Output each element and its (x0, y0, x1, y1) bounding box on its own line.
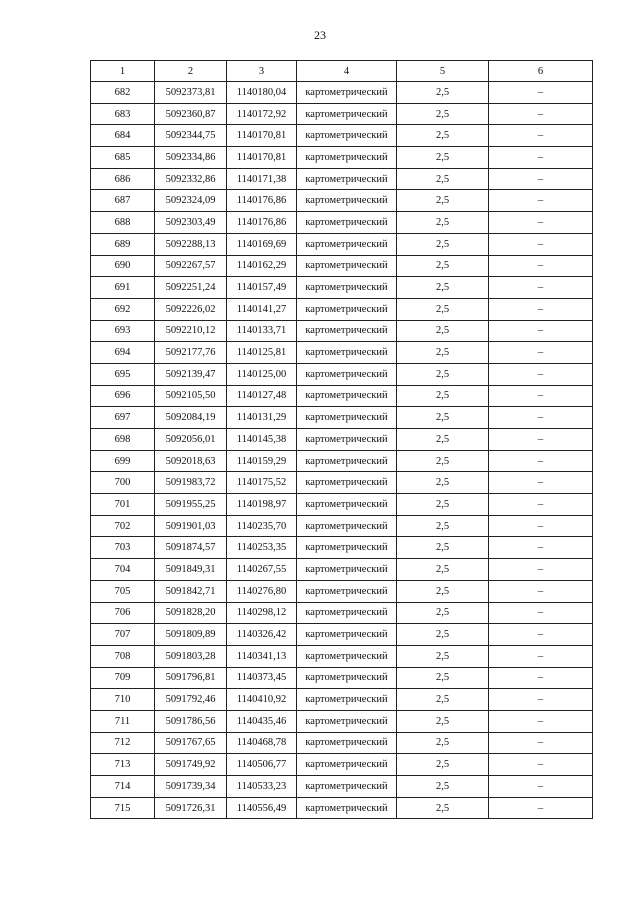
note-cell: – (489, 277, 593, 299)
method-cell: картометрический (297, 515, 397, 537)
table-row (91, 689, 593, 711)
accuracy-cell: 2,5 (397, 494, 489, 516)
y-coordinate-cell: 1140176,86 (227, 212, 297, 234)
note-cell: – (489, 233, 593, 255)
y-coordinate-cell: 1140172,92 (227, 103, 297, 125)
x-coordinate-cell: 5092251,24 (155, 277, 227, 299)
accuracy-cell: 2,5 (397, 559, 489, 581)
y-coordinate-cell: 1140373,45 (227, 667, 297, 689)
point-number-cell: 715 (91, 797, 155, 819)
x-coordinate-cell: 5091849,31 (155, 559, 227, 581)
y-coordinate-cell: 1140145,38 (227, 429, 297, 451)
accuracy-cell: 2,5 (397, 797, 489, 819)
note-cell: – (489, 298, 593, 320)
y-coordinate-cell: 1140176,86 (227, 190, 297, 212)
y-coordinate-cell: 1140170,81 (227, 125, 297, 147)
accuracy-cell: 2,5 (397, 450, 489, 472)
y-coordinate-cell: 1140180,04 (227, 82, 297, 104)
note-cell: – (489, 797, 593, 819)
table-row (91, 710, 593, 732)
point-number-cell: 709 (91, 667, 155, 689)
x-coordinate-cell: 5091767,65 (155, 732, 227, 754)
x-coordinate-cell: 5091792,46 (155, 689, 227, 711)
method-cell: картометрический (297, 103, 397, 125)
y-coordinate-cell: 1140133,71 (227, 320, 297, 342)
accuracy-cell: 2,5 (397, 732, 489, 754)
table-row (91, 82, 593, 104)
note-cell: – (489, 624, 593, 646)
method-cell: картометрический (297, 754, 397, 776)
x-coordinate-cell: 5091828,20 (155, 602, 227, 624)
y-coordinate-cell: 1140410,92 (227, 689, 297, 711)
accuracy-cell: 2,5 (397, 212, 489, 234)
note-cell: – (489, 342, 593, 364)
accuracy-cell: 2,5 (397, 407, 489, 429)
accuracy-cell: 2,5 (397, 602, 489, 624)
accuracy-cell: 2,5 (397, 754, 489, 776)
method-cell: картометрический (297, 385, 397, 407)
point-number-cell: 712 (91, 732, 155, 754)
x-coordinate-cell: 5092324,09 (155, 190, 227, 212)
method-cell: картометрический (297, 212, 397, 234)
method-cell: картометрический (297, 429, 397, 451)
table-row (91, 255, 593, 277)
x-coordinate-cell: 5092303,49 (155, 212, 227, 234)
accuracy-cell: 2,5 (397, 255, 489, 277)
note-cell: – (489, 385, 593, 407)
column-header: 5 (397, 61, 489, 82)
method-cell: картометрический (297, 298, 397, 320)
point-number-cell: 704 (91, 559, 155, 581)
point-number-cell: 699 (91, 450, 155, 472)
x-coordinate-cell: 5091803,28 (155, 645, 227, 667)
table-row (91, 125, 593, 147)
point-number-cell: 688 (91, 212, 155, 234)
point-number-cell: 690 (91, 255, 155, 277)
x-coordinate-cell: 5092056,01 (155, 429, 227, 451)
y-coordinate-cell: 1140169,69 (227, 233, 297, 255)
y-coordinate-cell: 1140253,35 (227, 537, 297, 559)
y-coordinate-cell: 1140235,70 (227, 515, 297, 537)
x-coordinate-cell: 5091749,92 (155, 754, 227, 776)
x-coordinate-cell: 5092210,12 (155, 320, 227, 342)
x-coordinate-cell: 5092177,76 (155, 342, 227, 364)
accuracy-cell: 2,5 (397, 580, 489, 602)
accuracy-cell: 2,5 (397, 776, 489, 798)
method-cell: картометрический (297, 732, 397, 754)
x-coordinate-cell: 5092360,87 (155, 103, 227, 125)
accuracy-cell: 2,5 (397, 363, 489, 385)
coordinates-table (90, 60, 593, 819)
note-cell: – (489, 472, 593, 494)
method-cell: картометрический (297, 342, 397, 364)
accuracy-cell: 2,5 (397, 320, 489, 342)
method-cell: картометрический (297, 472, 397, 494)
point-number-cell: 687 (91, 190, 155, 212)
x-coordinate-cell: 5092084,19 (155, 407, 227, 429)
x-coordinate-cell: 5092226,02 (155, 298, 227, 320)
note-cell: – (489, 689, 593, 711)
y-coordinate-cell: 1140556,49 (227, 797, 297, 819)
note-cell: – (489, 559, 593, 581)
x-coordinate-cell: 5091786,56 (155, 710, 227, 732)
method-cell: картометрический (297, 147, 397, 169)
accuracy-cell: 2,5 (397, 147, 489, 169)
x-coordinate-cell: 5092267,57 (155, 255, 227, 277)
accuracy-cell: 2,5 (397, 298, 489, 320)
table-row (91, 429, 593, 451)
table-row (91, 212, 593, 234)
note-cell: – (489, 190, 593, 212)
column-header: 2 (155, 61, 227, 82)
accuracy-cell: 2,5 (397, 645, 489, 667)
accuracy-cell: 2,5 (397, 233, 489, 255)
note-cell: – (489, 602, 593, 624)
point-number-cell: 710 (91, 689, 155, 711)
table-row (91, 472, 593, 494)
method-cell: картометрический (297, 320, 397, 342)
column-header: 4 (297, 61, 397, 82)
point-number-cell: 701 (91, 494, 155, 516)
method-cell: картометрический (297, 363, 397, 385)
point-number-cell: 689 (91, 233, 155, 255)
accuracy-cell: 2,5 (397, 385, 489, 407)
y-coordinate-cell: 1140341,13 (227, 645, 297, 667)
accuracy-cell: 2,5 (397, 342, 489, 364)
note-cell: – (489, 363, 593, 385)
y-coordinate-cell: 1140131,29 (227, 407, 297, 429)
method-cell: картометрический (297, 255, 397, 277)
table-row (91, 624, 593, 646)
table-row (91, 385, 593, 407)
accuracy-cell: 2,5 (397, 168, 489, 190)
point-number-cell: 705 (91, 580, 155, 602)
table-row (91, 320, 593, 342)
accuracy-cell: 2,5 (397, 710, 489, 732)
note-cell: – (489, 255, 593, 277)
y-coordinate-cell: 1140468,78 (227, 732, 297, 754)
method-cell: картометрический (297, 537, 397, 559)
x-coordinate-cell: 5092373,81 (155, 82, 227, 104)
table-row (91, 732, 593, 754)
method-cell: картометрический (297, 689, 397, 711)
table-row (91, 298, 593, 320)
table-row (91, 147, 593, 169)
method-cell: картометрический (297, 450, 397, 472)
note-cell: – (489, 429, 593, 451)
y-coordinate-cell: 1140298,12 (227, 602, 297, 624)
y-coordinate-cell: 1140127,48 (227, 385, 297, 407)
x-coordinate-cell: 5091809,89 (155, 624, 227, 646)
method-cell: картометрический (297, 494, 397, 516)
table-row (91, 559, 593, 581)
table-row (91, 776, 593, 798)
note-cell: – (489, 147, 593, 169)
y-coordinate-cell: 1140533,23 (227, 776, 297, 798)
accuracy-cell: 2,5 (397, 103, 489, 125)
y-coordinate-cell: 1140125,00 (227, 363, 297, 385)
x-coordinate-cell: 5091842,71 (155, 580, 227, 602)
table-row (91, 103, 593, 125)
y-coordinate-cell: 1140175,52 (227, 472, 297, 494)
point-number-cell: 691 (91, 277, 155, 299)
point-number-cell: 696 (91, 385, 155, 407)
table-row (91, 450, 593, 472)
table-row (91, 537, 593, 559)
y-coordinate-cell: 1140141,27 (227, 298, 297, 320)
point-number-cell: 700 (91, 472, 155, 494)
x-coordinate-cell: 5092139,47 (155, 363, 227, 385)
x-coordinate-cell: 5091726,31 (155, 797, 227, 819)
y-coordinate-cell: 1140171,38 (227, 168, 297, 190)
point-number-cell: 714 (91, 776, 155, 798)
point-number-cell: 707 (91, 624, 155, 646)
table-row (91, 797, 593, 819)
accuracy-cell: 2,5 (397, 277, 489, 299)
table-row (91, 277, 593, 299)
note-cell: – (489, 212, 593, 234)
x-coordinate-cell: 5091983,72 (155, 472, 227, 494)
note-cell: – (489, 168, 593, 190)
y-coordinate-cell: 1140267,55 (227, 559, 297, 581)
y-coordinate-cell: 1140162,29 (227, 255, 297, 277)
x-coordinate-cell: 5092018,63 (155, 450, 227, 472)
method-cell: картометрический (297, 277, 397, 299)
point-number-cell: 695 (91, 363, 155, 385)
point-number-cell: 684 (91, 125, 155, 147)
x-coordinate-cell: 5092332,86 (155, 168, 227, 190)
column-header: 1 (91, 61, 155, 82)
y-coordinate-cell: 1140326,42 (227, 624, 297, 646)
table-header-row (91, 61, 593, 82)
note-cell: – (489, 320, 593, 342)
y-coordinate-cell: 1140198,97 (227, 494, 297, 516)
point-number-cell: 682 (91, 82, 155, 104)
accuracy-cell: 2,5 (397, 537, 489, 559)
y-coordinate-cell: 1140435,46 (227, 710, 297, 732)
point-number-cell: 686 (91, 168, 155, 190)
table-row (91, 407, 593, 429)
method-cell: картометрический (297, 580, 397, 602)
method-cell: картометрический (297, 797, 397, 819)
point-number-cell: 711 (91, 710, 155, 732)
point-number-cell: 694 (91, 342, 155, 364)
accuracy-cell: 2,5 (397, 429, 489, 451)
accuracy-cell: 2,5 (397, 624, 489, 646)
table-row (91, 363, 593, 385)
accuracy-cell: 2,5 (397, 472, 489, 494)
accuracy-cell: 2,5 (397, 689, 489, 711)
y-coordinate-cell: 1140170,81 (227, 147, 297, 169)
y-coordinate-cell: 1140125,81 (227, 342, 297, 364)
point-number-cell: 685 (91, 147, 155, 169)
method-cell: картометрический (297, 602, 397, 624)
column-header: 6 (489, 61, 593, 82)
table-row (91, 667, 593, 689)
accuracy-cell: 2,5 (397, 125, 489, 147)
table-row (91, 754, 593, 776)
x-coordinate-cell: 5091796,81 (155, 667, 227, 689)
x-coordinate-cell: 5092288,13 (155, 233, 227, 255)
method-cell: картометрический (297, 624, 397, 646)
x-coordinate-cell: 5092105,50 (155, 385, 227, 407)
x-coordinate-cell: 5091955,25 (155, 494, 227, 516)
x-coordinate-cell: 5091739,34 (155, 776, 227, 798)
accuracy-cell: 2,5 (397, 190, 489, 212)
y-coordinate-cell: 1140506,77 (227, 754, 297, 776)
x-coordinate-cell: 5092344,75 (155, 125, 227, 147)
y-coordinate-cell: 1140157,49 (227, 277, 297, 299)
accuracy-cell: 2,5 (397, 515, 489, 537)
x-coordinate-cell: 5091874,57 (155, 537, 227, 559)
note-cell: – (489, 407, 593, 429)
note-cell: – (489, 82, 593, 104)
note-cell: – (489, 103, 593, 125)
accuracy-cell: 2,5 (397, 667, 489, 689)
table-row (91, 342, 593, 364)
point-number-cell: 702 (91, 515, 155, 537)
accuracy-cell: 2,5 (397, 82, 489, 104)
y-coordinate-cell: 1140159,29 (227, 450, 297, 472)
point-number-cell: 706 (91, 602, 155, 624)
point-number-cell: 698 (91, 429, 155, 451)
page-number: 23 (314, 28, 326, 42)
method-cell: картометрический (297, 125, 397, 147)
note-cell: – (489, 515, 593, 537)
method-cell: картометрический (297, 645, 397, 667)
y-coordinate-cell: 1140276,80 (227, 580, 297, 602)
column-header: 3 (227, 61, 297, 82)
method-cell: картометрический (297, 559, 397, 581)
point-number-cell: 708 (91, 645, 155, 667)
method-cell: картометрический (297, 667, 397, 689)
table-row (91, 580, 593, 602)
table-row (91, 168, 593, 190)
point-number-cell: 692 (91, 298, 155, 320)
method-cell: картометрический (297, 190, 397, 212)
method-cell: картометрический (297, 710, 397, 732)
note-cell: – (489, 494, 593, 516)
point-number-cell: 683 (91, 103, 155, 125)
note-cell: – (489, 754, 593, 776)
table-row (91, 515, 593, 537)
method-cell: картометрический (297, 233, 397, 255)
x-coordinate-cell: 5091901,03 (155, 515, 227, 537)
note-cell: – (489, 732, 593, 754)
table-row (91, 494, 593, 516)
table-row (91, 645, 593, 667)
point-number-cell: 703 (91, 537, 155, 559)
note-cell: – (489, 580, 593, 602)
table-row (91, 233, 593, 255)
point-number-cell: 713 (91, 754, 155, 776)
method-cell: картометрический (297, 82, 397, 104)
point-number-cell: 693 (91, 320, 155, 342)
method-cell: картометрический (297, 776, 397, 798)
x-coordinate-cell: 5092334,86 (155, 147, 227, 169)
method-cell: картометрический (297, 168, 397, 190)
note-cell: – (489, 710, 593, 732)
note-cell: – (489, 125, 593, 147)
method-cell: картометрический (297, 407, 397, 429)
note-cell: – (489, 776, 593, 798)
table-row (91, 602, 593, 624)
note-cell: – (489, 667, 593, 689)
table-row (91, 190, 593, 212)
point-number-cell: 697 (91, 407, 155, 429)
note-cell: – (489, 537, 593, 559)
note-cell: – (489, 645, 593, 667)
note-cell: – (489, 450, 593, 472)
